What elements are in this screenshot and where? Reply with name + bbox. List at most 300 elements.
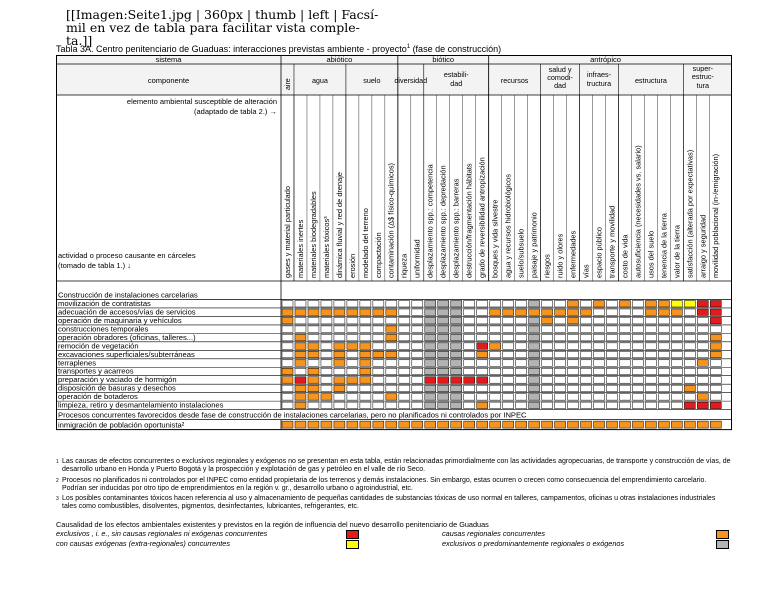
activity-cell-8-5	[347, 368, 358, 374]
activity-cell-11-9	[399, 394, 410, 400]
footnote-text: Las causas de efectos concurrentes o exclusivos regionales y exógenos no se presentan en esta tabla, están relacionadas primordialmente con las actividades agropecuarias, de transporte y construcción de vías, de desarrollo urbano en Honda y Puerto Bogotá y la prospección y explotación de gas y petróleo en el valle de río Seco.	[62, 458, 731, 474]
activity-cell-0-2	[308, 301, 319, 307]
activity-cell-3-2	[308, 326, 319, 332]
activity-cell-12-13	[451, 402, 462, 408]
activity-cell-9-17	[503, 377, 514, 383]
element-header-15: grado de reversibilidad antropización	[477, 157, 487, 278]
component-header-8-line-0: estructura	[634, 76, 667, 85]
activity-cell-1-24	[594, 309, 605, 315]
activity-cell-4-29	[658, 334, 669, 340]
activity-cell-7-16	[490, 360, 501, 366]
activity-cell-2-19	[529, 317, 540, 323]
element-header-27: autosuficiencia (necesidades vs. salario)	[633, 145, 643, 278]
activity-cell-9-5	[347, 377, 358, 383]
activity-cell-3-7	[373, 326, 384, 332]
concurrent-cell-0-19	[529, 421, 540, 428]
table-title-text: Tabla 3A. Centro penitenciario de Guaduas: interacciones previstas ambiente - proyecto	[56, 44, 407, 54]
activity-cell-7-10	[412, 360, 423, 366]
activity-cell-0-14	[464, 301, 475, 307]
activity-cell-2-6	[360, 317, 371, 323]
activity-cell-6-33	[710, 351, 721, 357]
activity-cell-6-3	[321, 351, 332, 357]
activity-cell-0-26	[619, 301, 630, 307]
activity-cell-0-9	[399, 301, 410, 307]
activity-cell-11-2	[308, 394, 319, 400]
activity-cell-7-9	[399, 360, 410, 366]
component-header-0: aire	[284, 78, 292, 90]
activity-label-1: adecuación de accesos/vías de servicios	[58, 307, 196, 317]
activity-cell-7-2	[308, 360, 319, 366]
activity-cell-0-22	[568, 301, 579, 307]
activity-cell-3-15	[477, 326, 488, 332]
activity-cell-8-26	[619, 368, 630, 374]
legend-label-predominant: exclusivos o predominantemente regionales o exógenos	[442, 539, 625, 548]
activity-cell-7-7	[373, 360, 384, 366]
activity-cell-11-4	[334, 394, 345, 400]
element-header-1: materiales inertes	[295, 219, 305, 278]
activity-cell-8-25	[607, 368, 618, 374]
actividad-label-2: (tomado de tabla 1.) ↓	[58, 261, 131, 270]
activity-cell-6-25	[607, 351, 618, 357]
activity-cell-6-15	[477, 351, 488, 357]
activity-cell-11-22	[568, 394, 579, 400]
activity-cell-0-32	[697, 301, 708, 307]
element-header-3: materiales tóxicos³	[321, 216, 331, 278]
activity-cell-8-9	[399, 368, 410, 374]
activity-cell-7-23	[581, 360, 592, 366]
activity-cell-6-7	[373, 351, 384, 357]
system-header-2: antrópico	[590, 55, 621, 64]
activity-cell-3-6	[360, 326, 371, 332]
activity-cell-1-3	[321, 309, 332, 315]
activity-cell-12-17	[503, 402, 514, 408]
activity-cell-8-17	[503, 368, 514, 374]
activity-cell-6-19	[529, 351, 540, 357]
element-header-24: espacio público	[594, 227, 604, 278]
activity-cell-3-25	[607, 326, 618, 332]
activity-cell-9-0	[282, 377, 293, 383]
activity-cell-8-4	[334, 368, 345, 374]
activity-cell-11-6	[360, 394, 371, 400]
legend-row-2	[56, 539, 732, 549]
activity-cell-12-9	[399, 402, 410, 408]
activity-label-0: movilización de contratistas	[58, 298, 151, 308]
activity-label-2: operación de maquinaria y vehículos	[58, 315, 182, 325]
activity-cell-4-24	[594, 334, 605, 340]
activity-cell-6-0	[282, 351, 293, 357]
element-header-11: desplazamiento spp.: competencia	[425, 164, 435, 278]
activity-cell-0-29	[658, 301, 669, 307]
activity-cell-1-31	[684, 309, 695, 315]
legend-label-exogenous: con causas exógenas (extra-regionales) concurrentes	[56, 539, 231, 548]
activity-cell-8-21	[555, 368, 566, 374]
activity-cell-9-24	[594, 377, 605, 383]
activity-cell-10-11	[425, 385, 436, 391]
activity-cell-9-33	[710, 377, 721, 383]
activity-label-10: disposición de basuras y desechos	[58, 383, 176, 393]
activity-cell-2-18	[516, 317, 527, 323]
activity-cell-2-22	[568, 317, 579, 323]
activity-cell-4-11	[425, 334, 436, 340]
activity-cell-8-19	[529, 368, 540, 374]
activity-cell-4-20	[542, 334, 553, 340]
activity-cell-10-31	[684, 385, 695, 391]
activity-cell-2-32	[697, 317, 708, 323]
activity-cell-0-17	[503, 301, 514, 307]
activity-cell-5-20	[542, 343, 553, 349]
activity-cell-4-31	[684, 334, 695, 340]
concurrent-cell-0-14	[464, 421, 475, 428]
activity-cell-12-28	[645, 402, 656, 408]
activity-cell-7-20	[542, 360, 553, 366]
activity-cell-9-25	[607, 377, 618, 383]
activity-cell-0-3	[321, 301, 332, 307]
element-header-18: suelo/subsuelo	[516, 228, 526, 278]
activity-cell-2-30	[671, 317, 682, 323]
activity-cell-1-0	[282, 309, 293, 315]
activity-cell-10-6	[360, 385, 371, 391]
activity-cell-7-18	[516, 360, 527, 366]
legend-label-regional: causas regionales concurrentes	[442, 529, 546, 538]
activity-cell-5-25	[607, 343, 618, 349]
activity-cell-11-0	[282, 394, 293, 400]
activity-cell-9-30	[671, 377, 682, 383]
element-header-29: tenencia de la tierra	[659, 213, 669, 278]
concurrent-cell-0-20	[542, 421, 553, 428]
activity-cell-10-13	[451, 385, 462, 391]
activity-cell-9-8	[386, 377, 397, 383]
activity-cell-5-27	[632, 343, 643, 349]
activity-cell-4-32	[697, 334, 708, 340]
activity-cell-6-26	[619, 351, 630, 357]
element-header-26: costo de vida	[620, 234, 630, 278]
activity-cell-12-25	[607, 402, 618, 408]
activity-cell-4-21	[555, 334, 566, 340]
element-header-31: satisfacción (alterada por expectativas)	[685, 149, 695, 278]
concurrent-cell-0-8	[386, 421, 397, 428]
activity-label-12: limpieza, retiro y desmantelamiento instalaciones	[58, 400, 224, 410]
element-header-4: dinámica fluvial y red de drenaje	[334, 172, 344, 278]
activity-cell-8-30	[671, 368, 682, 374]
concurrent-cell-0-24	[594, 421, 605, 428]
activity-cell-10-27	[632, 385, 643, 391]
activity-cell-11-14	[464, 394, 475, 400]
activity-cell-7-27	[632, 360, 643, 366]
activity-cell-3-32	[697, 326, 708, 332]
activity-cell-0-23	[581, 301, 592, 307]
activity-cell-4-30	[671, 334, 682, 340]
activity-cell-3-0	[282, 326, 293, 332]
activity-cell-7-3	[321, 360, 332, 366]
activity-cell-4-10	[412, 334, 423, 340]
activity-cell-8-33	[710, 368, 721, 374]
activity-cell-4-28	[645, 334, 656, 340]
activity-cell-10-32	[697, 385, 708, 391]
activity-cell-4-22	[568, 334, 579, 340]
interaction-matrix	[56, 55, 732, 459]
activity-cell-3-12	[438, 326, 449, 332]
activity-cell-3-5	[347, 326, 358, 332]
component-header-1-line-0: agua	[311, 76, 328, 85]
activity-cell-0-27	[632, 301, 643, 307]
component-header-2-line-0: suelo	[363, 76, 381, 85]
activity-cell-8-13	[451, 368, 462, 374]
activity-cell-5-19	[529, 343, 540, 349]
activity-cell-12-7	[373, 402, 384, 408]
activity-cell-10-15	[477, 385, 488, 391]
activity-cell-0-8	[386, 301, 397, 307]
activity-cell-4-18	[516, 334, 527, 340]
activity-cell-5-11	[425, 343, 436, 349]
activity-cell-5-28	[645, 343, 656, 349]
activity-cell-9-28	[645, 377, 656, 383]
concurrent-cell-0-29	[658, 421, 669, 428]
activity-cell-6-24	[594, 351, 605, 357]
activity-cell-8-8	[386, 368, 397, 374]
activity-cell-6-5	[347, 351, 358, 357]
activity-cell-8-0	[282, 368, 293, 374]
activity-label-8: transportes y acarreos	[58, 366, 134, 376]
activity-cell-10-5	[347, 385, 358, 391]
activity-cell-8-32	[697, 368, 708, 374]
activity-cell-3-19	[529, 326, 540, 332]
activity-cell-3-33	[710, 326, 721, 332]
activity-cell-8-3	[321, 368, 332, 374]
concurrent-cell-0-6	[360, 421, 371, 428]
table-title-tail: (fase de construcción)	[412, 44, 502, 54]
activity-cell-0-7	[373, 301, 384, 307]
activity-cell-6-32	[697, 351, 708, 357]
activity-cell-7-19	[529, 360, 540, 366]
activity-cell-6-14	[464, 351, 475, 357]
footnote-number: 2	[56, 477, 59, 484]
activity-cell-0-1	[295, 301, 306, 307]
activity-cell-8-14	[464, 368, 475, 374]
activity-cell-6-2	[308, 351, 319, 357]
activity-cell-1-14	[464, 309, 475, 315]
activity-cell-5-2	[308, 343, 319, 349]
componente-label: componente	[147, 76, 190, 85]
activity-cell-11-28	[645, 394, 656, 400]
activity-cell-6-13	[451, 351, 462, 357]
activity-cell-0-15	[477, 301, 488, 307]
activity-label-4: operación obradores (oficinas, talleres...)	[58, 332, 196, 342]
activity-cell-3-29	[658, 326, 669, 332]
activity-cell-12-6	[360, 402, 371, 408]
activity-cell-3-18	[516, 326, 527, 332]
activity-cell-12-2	[308, 402, 319, 408]
activity-cell-4-0	[282, 334, 293, 340]
footnote-text: Procesos no planificados ni controlados por el INPEC como entidad propietaria de los terrenos y demás instalaciones. Sin embargo, estas ocurren o crecen como consecuencia del emprendimiento carcelario. Podrían ser inducidas por otro tipo de emprendimientos en la región v. gr., desarrollo urbano o agroindustrial, etc.	[62, 476, 707, 492]
activity-cell-1-20	[542, 309, 553, 315]
activity-cell-10-17	[503, 385, 514, 391]
activity-cell-1-29	[658, 309, 669, 315]
activity-cell-2-1	[295, 317, 306, 323]
activity-cell-12-3	[321, 402, 332, 408]
activity-cell-1-16	[490, 309, 501, 315]
activity-cell-5-3	[321, 343, 332, 349]
activity-cell-1-13	[451, 309, 462, 315]
activity-cell-5-18	[516, 343, 527, 349]
activity-cell-10-4	[334, 385, 345, 391]
activity-cell-1-1	[295, 309, 306, 315]
activity-cell-0-19	[529, 301, 540, 307]
activity-cell-1-32	[697, 309, 708, 315]
table-title	[56, 44, 501, 54]
activity-cell-5-22	[568, 343, 579, 349]
activity-cell-1-2	[308, 309, 319, 315]
activity-cell-7-0	[282, 360, 293, 366]
element-header-10: uniformidad	[412, 239, 422, 278]
activity-cell-8-7	[373, 368, 384, 374]
activity-cell-2-3	[321, 317, 332, 323]
activity-cell-2-33	[710, 317, 721, 323]
activity-cell-7-4	[334, 360, 345, 366]
activity-cell-4-15	[477, 334, 488, 340]
activity-cell-7-17	[503, 360, 514, 366]
activity-cell-7-15	[477, 360, 488, 366]
activity-cell-12-14	[464, 402, 475, 408]
activity-cell-1-8	[386, 309, 397, 315]
activity-cell-4-8	[386, 334, 397, 340]
activity-cell-2-0	[282, 317, 293, 323]
activity-cell-11-21	[555, 394, 566, 400]
activity-cell-4-26	[619, 334, 630, 340]
activity-cell-4-5	[347, 334, 358, 340]
activity-cell-7-28	[645, 360, 656, 366]
activity-cell-7-25	[607, 360, 618, 366]
activity-cell-3-23	[581, 326, 592, 332]
footnote-number: 1	[56, 459, 59, 465]
activity-cell-2-24	[594, 317, 605, 323]
concurrent-cell-0-0	[282, 421, 293, 428]
activity-cell-5-13	[451, 343, 462, 349]
activity-cell-9-12	[438, 377, 449, 383]
activity-cell-9-10	[412, 377, 423, 383]
footnotes	[56, 458, 732, 514]
activity-cell-10-9	[399, 385, 410, 391]
concurrent-cell-0-26	[619, 421, 630, 428]
activity-cell-11-3	[321, 394, 332, 400]
activity-cell-9-21	[555, 377, 566, 383]
activity-cell-4-7	[373, 334, 384, 340]
activity-cell-11-17	[503, 394, 514, 400]
activity-cell-0-31	[684, 301, 695, 307]
activity-cell-11-30	[671, 394, 682, 400]
activity-cell-11-20	[542, 394, 553, 400]
activity-cell-7-11	[425, 360, 436, 366]
activity-cell-12-16	[490, 402, 501, 408]
activity-cell-5-0	[282, 343, 293, 349]
element-header-19: paisaje y patrimonio	[529, 212, 539, 278]
table-title-footnote: 1	[406, 44, 411, 50]
activity-cell-2-17	[503, 317, 514, 323]
activity-cell-3-28	[645, 326, 656, 332]
legend-label-exclusive: exclusivos , i. e., sin causas regionales ni exógenas concurrentes	[56, 529, 268, 538]
activity-cell-5-33	[710, 343, 721, 349]
activity-cell-0-4	[334, 301, 345, 307]
activity-cell-2-5	[347, 317, 358, 323]
activity-cell-1-10	[412, 309, 423, 315]
component-header-4-line-1: dad	[450, 79, 463, 88]
concurrent-cell-0-23	[581, 421, 592, 428]
activity-cell-6-23	[581, 351, 592, 357]
activity-cell-11-26	[619, 394, 630, 400]
activity-cell-9-14	[464, 377, 475, 383]
actividad-label: actividad o proceso causante en cárceles	[58, 251, 196, 260]
activity-cell-7-12	[438, 360, 449, 366]
activity-cell-10-33	[710, 385, 721, 391]
activity-cell-4-14	[464, 334, 475, 340]
element-header-22: enfermedades	[568, 230, 578, 278]
activity-cell-9-18	[516, 377, 527, 383]
activity-cell-3-30	[671, 326, 682, 332]
activity-cell-3-24	[594, 326, 605, 332]
activity-cell-11-16	[490, 394, 501, 400]
element-header-23: vías	[581, 264, 591, 278]
activity-cell-12-31	[684, 402, 695, 408]
activity-cell-12-1	[295, 402, 306, 408]
activity-cell-12-5	[347, 402, 358, 408]
component-header-3-line-0: diversidad	[394, 76, 428, 85]
activity-cell-7-30	[671, 360, 682, 366]
legend-title: Causalidad de los efectos ambientales existentes y previstos en la región de influencia del nuevo desarrollo penitenciario de Guaduas	[56, 520, 489, 529]
activity-cell-10-28	[645, 385, 656, 391]
activity-cell-10-21	[555, 385, 566, 391]
activity-cell-1-25	[607, 309, 618, 315]
activity-cell-5-29	[658, 343, 669, 349]
activity-cell-2-9	[399, 317, 410, 323]
activity-cell-9-3	[321, 377, 332, 383]
activity-cell-6-1	[295, 351, 306, 357]
activity-cell-6-30	[671, 351, 682, 357]
activity-cell-10-30	[671, 385, 682, 391]
activity-cell-3-10	[412, 326, 423, 332]
concurrent-cell-0-9	[399, 421, 410, 428]
concurrent-cell-0-16	[490, 421, 501, 428]
activity-cell-2-12	[438, 317, 449, 323]
activity-cell-7-14	[464, 360, 475, 366]
activity-cell-8-10	[412, 368, 423, 374]
element-header-12: desplazamiento spp.: depredación	[438, 165, 448, 278]
activity-label-11: operación de botaderos	[58, 392, 138, 402]
activity-cell-1-7	[373, 309, 384, 315]
activity-cell-5-4	[334, 343, 345, 349]
footnote-number: 3	[56, 496, 59, 503]
activity-cell-3-8	[386, 326, 397, 332]
legend-swatch-orange	[716, 530, 729, 539]
concurrent-cell-0-25	[607, 421, 618, 428]
activity-cell-3-21	[555, 326, 566, 332]
component-header-9-line-2: tura	[696, 81, 710, 90]
activity-cell-11-29	[658, 394, 669, 400]
activity-cell-7-24	[594, 360, 605, 366]
activity-cell-3-1	[295, 326, 306, 332]
activity-cell-11-33	[710, 394, 721, 400]
activity-cell-9-6	[360, 377, 371, 383]
activity-cell-7-31	[684, 360, 695, 366]
activity-cell-8-31	[684, 368, 695, 374]
activity-cell-7-6	[360, 360, 371, 366]
element-header-13: desplazamiento spp.: barreras	[451, 178, 461, 278]
footnote-1	[56, 458, 732, 475]
activity-cell-8-28	[645, 368, 656, 374]
activity-cell-9-2	[308, 377, 319, 383]
activity-cell-9-22	[568, 377, 579, 383]
activity-label-5: remoción de vegetación	[58, 341, 139, 351]
legend-swatch-yellow	[346, 540, 359, 549]
activity-cell-1-9	[399, 309, 410, 315]
